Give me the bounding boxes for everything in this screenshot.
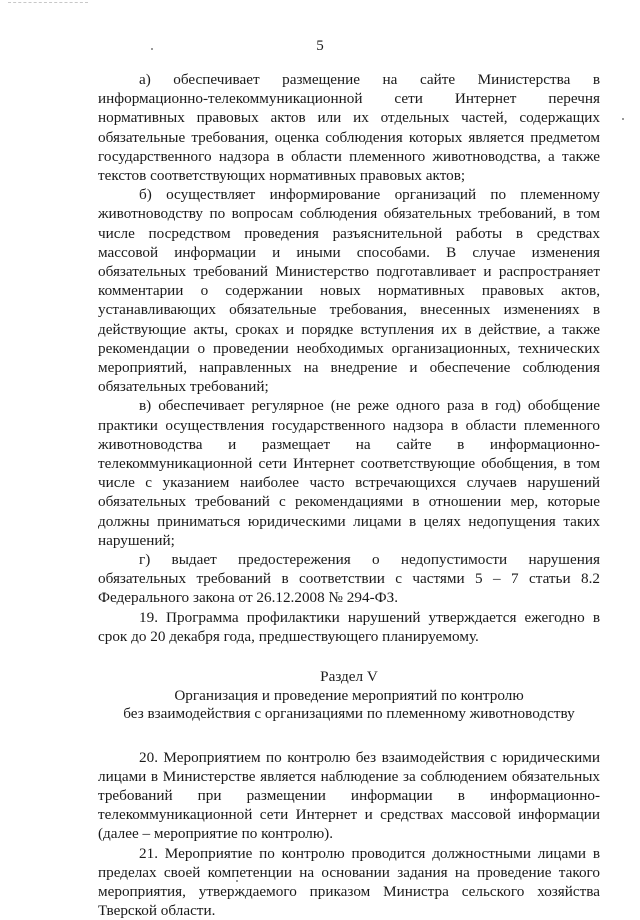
section-label: Раздел V	[320, 668, 378, 686]
paragraph-21: 21. Мероприятие по контролю проводится должностными лицами в пределах своей компетенции на основании задания на проведение такого мероприятия, утверждаемого приказом Министра сельского хозяйства Тверской области.	[98, 844, 600, 920]
paragraph-item-g: г) выдает предостережения о недопустимости нарушения обязательных требований в соответствии с частями 5 – 7 статьи 8.2 Федерального закона от 26.12.2008 № 294-ФЗ.	[98, 551, 600, 607]
section-title-line-1: Организация и проведение мероприятий по контролю	[174, 686, 524, 704]
scan-speck	[622, 118, 624, 120]
paragraph-item-a: а) обеспечивает размещение на сайте Министерства в информационно-телекоммуникационной сети Интернет перечня нормативных правовых актов или их отдельных частей, содержащих обязательные требования, оценка соблюдения которых является предметом государственного надзора в области племенного животноводства, а также текстов соответствующих нормативных правовых актов;	[98, 71, 600, 185]
section-heading	[98, 668, 600, 724]
paragraph-item-b: б) осуществляет информирование организаций по племенному животноводству по вопросам соблюдения обязательных требований, в том числе посредством проведения разъяснительной работы в средствах массовой информации и иными способами. В случае изменения обязательных требований Министерство подготавливает и распространяет комментарии о содержании новых нормативных правовых актов, устанавливающих обязательные требования, внесенных изменениях в действующие акты, сроках и порядке вступления их в действие, а также рекомендации о проведении необходимых организационных, технических мероприятий, направленных на внедрение и обеспечение соблюдения обязательных требований;	[98, 186, 600, 396]
document-body	[98, 70, 600, 920]
section-title-line-2: без взаимодействия с организациями по племенному животноводству	[123, 705, 575, 723]
paragraph-19: 19. Программа профилактики нарушений утверждается ежегодно в срок до 20 декабря года, предшествующего планируемому.	[98, 608, 600, 645]
paragraph-item-v: в) обеспечивает регулярное (не реже одного раза в год) обобщение практики осуществления государственного надзора в области племенного животноводства и размещает на сайте в информационно-телекоммуникационной сети Интернет соответствующие обобщения, в том числе с указанием наиболее часто встречающихся случаев нарушений обязательных требований с рекомендациями в отношении мер, которые должны приниматься юридическими лицами в целях недопущения таких нарушений;	[98, 397, 600, 549]
scan-artifact	[8, 2, 88, 7]
paragraph-20: 20. Мероприятием по контролю без взаимодействия с юридическими лицами в Министерстве является наблюдение за соблюдением обязательных требований при размещении информации в информационно-телекоммуникационной сети Интернет и средствах массовой информации (далее – мероприятие по контролю).	[98, 748, 600, 843]
page-number: 5	[316, 38, 324, 54]
